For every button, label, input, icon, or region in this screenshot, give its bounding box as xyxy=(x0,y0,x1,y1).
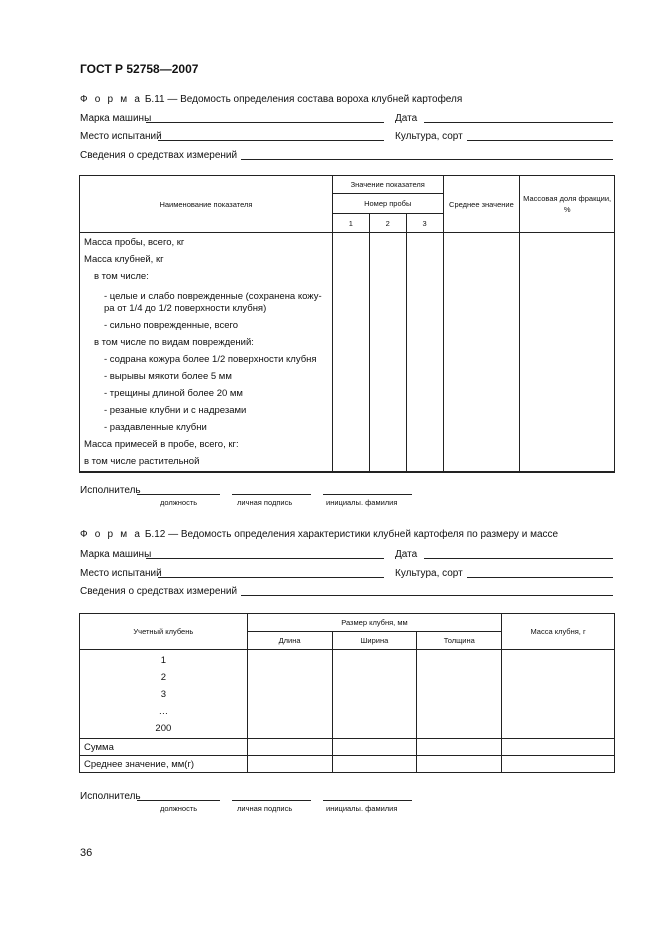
form2-title xyxy=(80,529,558,540)
width-cell[interactable] xyxy=(332,650,417,739)
list-item: - содрана кожура более 1/2 поверхности клубня xyxy=(104,354,317,365)
form2-date-line[interactable] xyxy=(424,558,613,559)
form1-table xyxy=(79,175,615,473)
form2-machine-line[interactable] xyxy=(146,558,384,559)
sum-thickness-cell[interactable] xyxy=(417,739,502,756)
form1-position-line[interactable] xyxy=(137,494,220,495)
sum-mass-cell[interactable] xyxy=(502,739,615,756)
sample-1-cell[interactable] xyxy=(332,233,369,472)
form2-position-caption: должность xyxy=(160,804,198,813)
sum-row-label: Сумма xyxy=(80,739,248,756)
mean-mass-cell[interactable] xyxy=(502,756,615,773)
col-sample-1: 1 xyxy=(332,214,369,233)
sample-3-cell[interactable] xyxy=(406,233,443,472)
list-item: - вырывы мякоти более 5 мм xyxy=(104,371,232,382)
mass-fraction-cell[interactable] xyxy=(520,233,615,472)
form2-culture-line[interactable] xyxy=(467,577,613,578)
form2-place-label: Место испытаний xyxy=(80,568,162,579)
form2-instruments-line[interactable] xyxy=(241,595,613,596)
mean-width-cell[interactable] xyxy=(332,756,417,773)
form2-performer-label: Исполнитель xyxy=(80,791,141,802)
form1-date-label: Дата xyxy=(395,113,418,124)
form1-machine-label: Марка машины xyxy=(80,113,152,124)
tuber-number: 2 xyxy=(160,672,166,683)
form2-name-line[interactable] xyxy=(323,800,412,801)
list-item: в том числе растительной xyxy=(84,456,200,467)
form1-culture-line[interactable] xyxy=(467,140,613,141)
thickness-cell[interactable] xyxy=(417,650,502,739)
list-item: Масса примесей в пробе, всего, кг: xyxy=(84,439,239,450)
list-item: Масса клубней, кг xyxy=(84,254,164,265)
form2-sign-caption: личная подпись xyxy=(237,804,293,813)
length-cell[interactable] xyxy=(247,650,332,739)
form2-sign-line[interactable] xyxy=(232,800,311,801)
list-item-line: ра от 1/4 до 1/2 поверхности клубня) xyxy=(104,303,267,314)
form1-instruments-label: Сведения о средствах измерений xyxy=(80,150,238,161)
form1-sign-caption: личная подпись xyxy=(237,498,293,507)
mean-thickness-cell[interactable] xyxy=(417,756,502,773)
tuber-number: … xyxy=(158,706,169,717)
sum-width-cell[interactable] xyxy=(332,739,417,756)
form2-position-line[interactable] xyxy=(137,800,220,801)
form2-name-caption: инициалы. фамилия xyxy=(326,804,398,813)
list-item: в том числе по видам повреждений: xyxy=(94,337,254,348)
col-thickness: Толщина xyxy=(417,632,502,650)
col-tuber-mass: Масса клубня, г xyxy=(502,614,615,650)
form1-performer-label: Исполнитель xyxy=(80,485,141,496)
col-indicator-value: Значение показателя xyxy=(332,176,443,194)
list-item: - трещины длиной более 20 мм xyxy=(104,388,243,399)
list-item: - раздавленные клубни xyxy=(104,422,207,433)
form2-title-text: Б.12 — Ведомость определения характеристики клубней картофеля по размеру и массе xyxy=(144,529,559,540)
form1-name-caption: инициалы. фамилия xyxy=(326,498,398,507)
mean-cell[interactable] xyxy=(443,233,520,472)
sum-length-cell[interactable] xyxy=(247,739,332,756)
form1-sign-line[interactable] xyxy=(232,494,311,495)
form1-title-text: Б.11 — Ведомость определения состава вороха клубней картофеля xyxy=(144,94,463,105)
col-mass-fraction: Массовая доля фракции, % xyxy=(520,176,615,233)
col-width: Ширина xyxy=(332,632,417,650)
col-sample-3: 3 xyxy=(406,214,443,233)
mean-length-cell[interactable] xyxy=(247,756,332,773)
form1-name-line[interactable] xyxy=(323,494,412,495)
form1-instruments-line[interactable] xyxy=(241,159,613,160)
form1-date-line[interactable] xyxy=(424,122,613,123)
tuber-number: 1 xyxy=(160,655,166,666)
list-item-line: - целые и слабо поврежденные (сохранена кожу- xyxy=(104,291,322,302)
tuber-numbers xyxy=(80,650,248,739)
form2-machine-label: Марка машины xyxy=(80,549,152,560)
sample-2-cell[interactable] xyxy=(369,233,406,472)
form1-place-line[interactable] xyxy=(158,140,384,141)
page-number: 36 xyxy=(80,847,93,859)
col-indicator-name: Наименование показателя xyxy=(80,176,333,233)
form2-place-line[interactable] xyxy=(158,577,384,578)
form1-title xyxy=(80,94,462,105)
list-item: - резаные клубни и с надрезами xyxy=(104,405,247,416)
form2-instruments-label: Сведения о средствах измерений xyxy=(80,586,238,597)
form1-place-label: Место испытаний xyxy=(80,131,162,142)
form1-title-word: Ф о р м а xyxy=(80,94,143,105)
mean-row-label: Среднее значение, мм(г) xyxy=(80,756,248,773)
form2-table xyxy=(79,613,615,773)
tuber-number: 3 xyxy=(160,689,166,700)
col-sample-2: 2 xyxy=(369,214,406,233)
mass-cell[interactable] xyxy=(502,650,615,739)
col-sample-number: Номер пробы xyxy=(332,194,443,214)
list-item xyxy=(84,285,332,317)
form1-machine-line[interactable] xyxy=(146,122,384,123)
col-length: Длина xyxy=(247,632,332,650)
form1-position-caption: должность xyxy=(160,498,198,507)
document-code: ГОСТ Р 52758—2007 xyxy=(80,62,199,76)
col-tuber-size: Размер клубня, мм xyxy=(247,614,502,632)
form2-culture-label: Культура, сорт xyxy=(395,568,463,579)
form2-date-label: Дата xyxy=(395,549,418,560)
list-item: - сильно поврежденные, всего xyxy=(104,320,239,331)
list-item: в том числе: xyxy=(94,271,149,282)
form1-indicators-list xyxy=(80,233,333,472)
form1-culture-label: Культура, сорт xyxy=(395,131,463,142)
col-mean-value: Среднее значение xyxy=(443,176,520,233)
form2-title-word: Ф о р м а xyxy=(80,529,143,540)
tuber-number: 200 xyxy=(155,723,172,734)
list-item: Масса пробы, всего, кг xyxy=(84,237,185,248)
col-tuber: Учетный клубень xyxy=(80,614,248,650)
